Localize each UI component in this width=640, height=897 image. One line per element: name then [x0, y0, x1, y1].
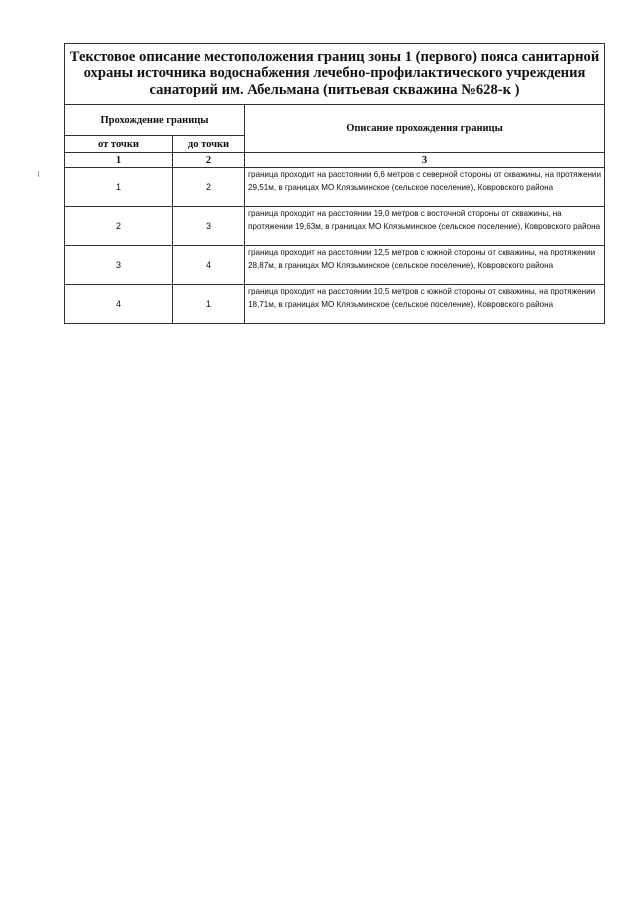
- table-row: [65, 207, 605, 246]
- from-point-cell: 2: [65, 207, 173, 246]
- header-to-point: до точки: [173, 136, 245, 153]
- header-row: [65, 105, 605, 136]
- from-point-cell: 1: [65, 168, 173, 207]
- column-number: 2: [173, 153, 245, 168]
- to-point-cell: 4: [173, 246, 245, 285]
- to-point-cell: 1: [173, 285, 245, 324]
- from-point-cell: 3: [65, 246, 173, 285]
- column-number: 1: [65, 153, 173, 168]
- description-cell: граница проходит на расстоянии 6,6 метров с северной стороны от скважины, на протяжении 29,51м, в границах МО Клязьминское (сельское поселение), Ковровского района: [245, 168, 605, 207]
- scan-artifact: [38, 171, 39, 177]
- to-point-cell: 3: [173, 207, 245, 246]
- from-point-cell: 4: [65, 285, 173, 324]
- table-row: [65, 285, 605, 324]
- column-number: 3: [245, 153, 605, 168]
- table-row: [65, 168, 605, 207]
- description-cell: граница проходит на расстоянии 12,5 метров с южной стороны от скважины, на протяжении 28,87м, в границах МО Клязьминское (сельское поселение), Ковровского района: [245, 246, 605, 285]
- to-point-cell: 2: [173, 168, 245, 207]
- description-cell: граница проходит на расстоянии 10,5 метров с южной стороны от скважины, на протяжении 18,71м, в границах МО Клязьминское (сельское поселение), Ковровского района: [245, 285, 605, 324]
- title-row: [65, 44, 605, 105]
- description-cell: граница проходит на расстоянии 19,0 метров с восточной стороны от скважины, на протяжении 19,63м, в границах МО Клязьминское (сельское поселение), Ковровского района: [245, 207, 605, 246]
- table-row: [65, 246, 605, 285]
- header-from-point: от точки: [65, 136, 173, 153]
- boundary-table: [64, 43, 605, 324]
- column-number-row: [65, 153, 605, 168]
- header-boundary-description: Описание прохождения границы: [245, 105, 605, 153]
- document-title: Текстовое описание местоположения границ зоны 1 (первого) пояса санитарной охраны источника водоснабжения лечебно-профилактического учреждения санаторий им. Абельмана (питьевая скважина №628-к ): [65, 44, 605, 105]
- header-boundary-passage: Прохождение границы: [65, 105, 245, 136]
